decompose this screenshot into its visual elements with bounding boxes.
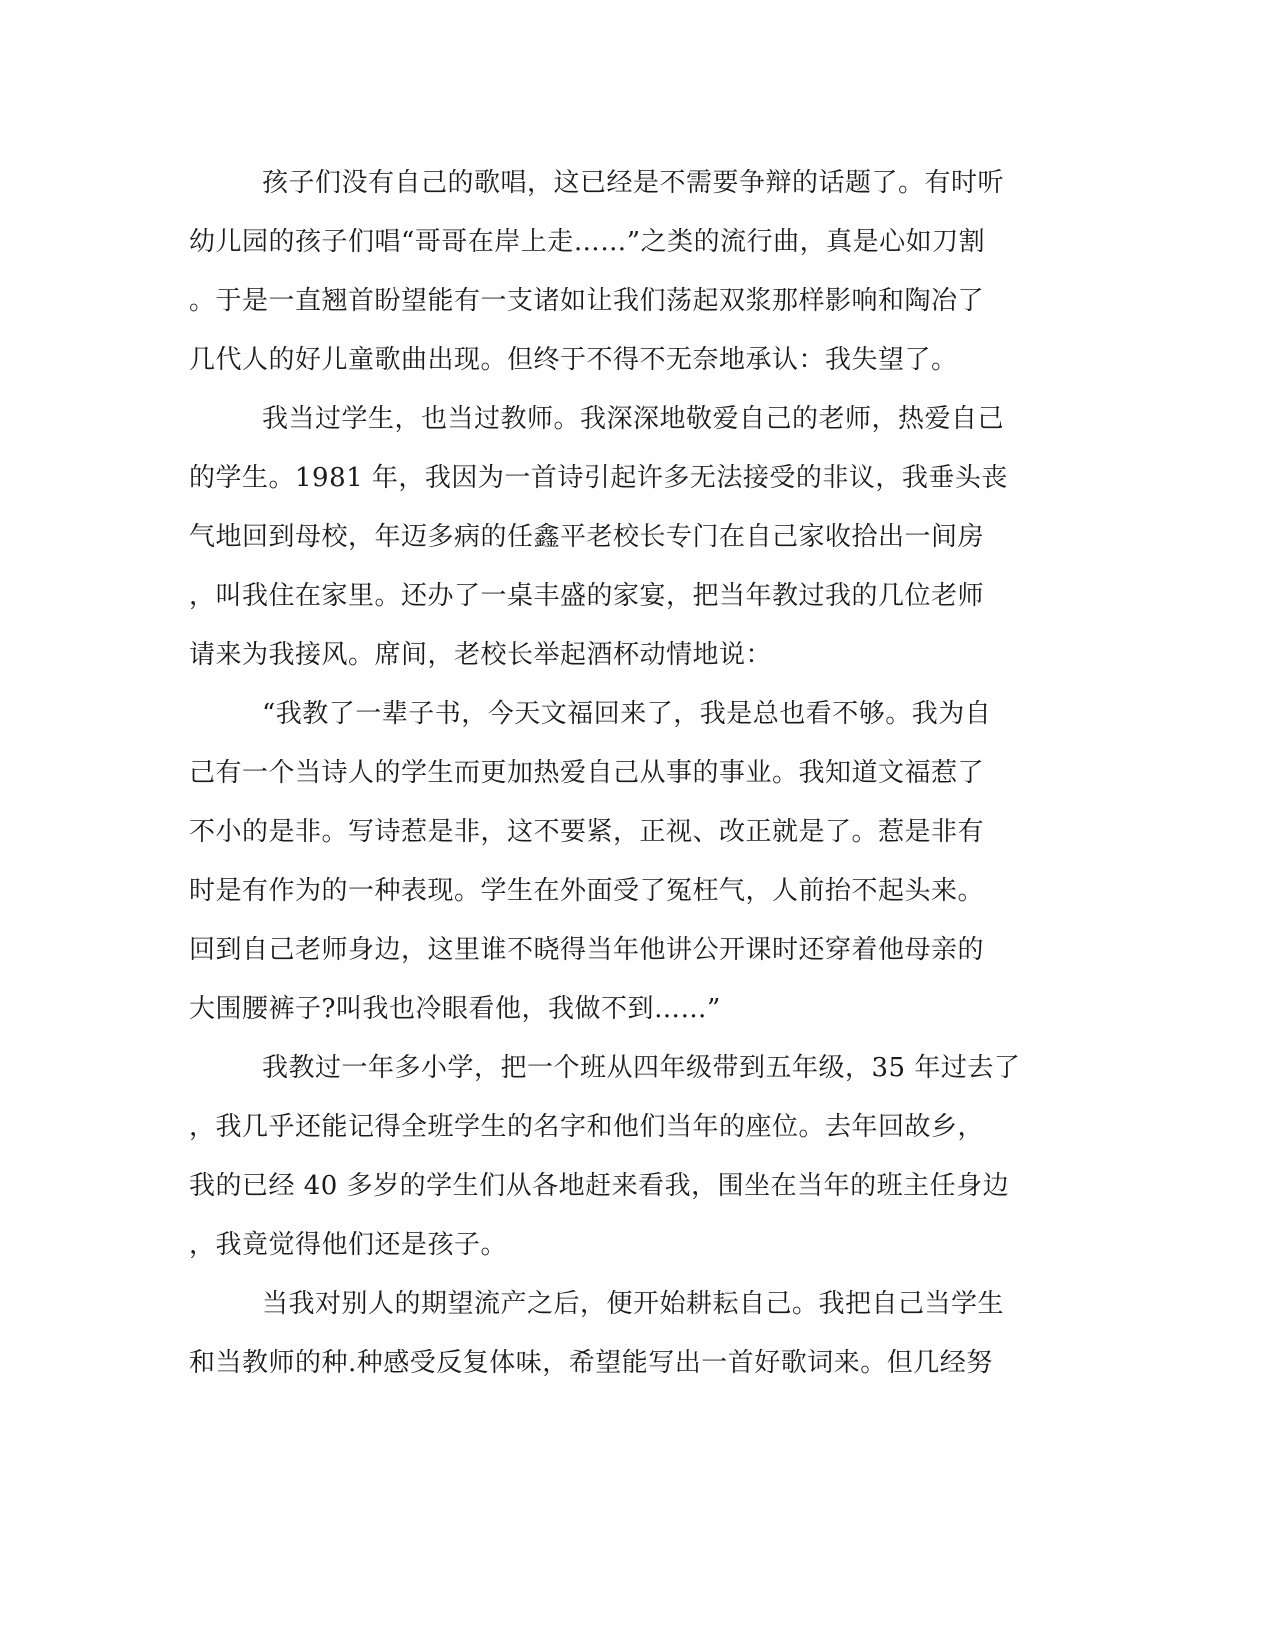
- text-line: 我教过一年多小学，把一个班从四年级带到五年级，35 年过去了: [262, 1053, 1021, 1083]
- text-line: 己有一个当诗人的学生而更加热爱自己从事的事业。我知道文福惹了: [189, 758, 985, 788]
- text-line: 我的已经 40 多岁的学生们从各地赶来看我，围坐在当年的班主任身边: [189, 1171, 1010, 1201]
- text-line: ，我竟觉得他们还是孩子。: [189, 1230, 508, 1260]
- text-line: 几代人的好儿童歌曲出现。但终于不得不无奈地承认：我失望了。: [189, 345, 958, 375]
- text-line: 的学生。1981 年，我因为一首诗引起许多无法接受的非议，我垂头丧: [189, 463, 1008, 493]
- text-line: 幼儿园的孩子们唱“哥哥在岸上走……”之类的流行曲，真是心如刀割: [189, 227, 986, 257]
- text-line: 时是有作为的一种表现。学生在外面受了冤枉气，人前抬不起头来。: [189, 876, 985, 906]
- text-line: 孩子们没有自己的歌唱，这已经是不需要争辩的话题了。有时听: [262, 168, 1005, 198]
- text-line: 气地回到母校，年迈多病的任鑫平老校长专门在自己家收拾出一间房: [189, 522, 985, 552]
- text-line: 不小的是非。写诗惹是非，这不要紧，正视、改正就是了。惹是非有: [189, 817, 985, 847]
- text-line: 回到自己老师身边，这里谁不晓得当年他讲公开课时还穿着他母亲的: [189, 935, 985, 965]
- text-line: ，叫我住在家里。还办了一桌丰盛的家宴，把当年教过我的几位老师: [189, 581, 985, 611]
- text-line: 大围腰裤子?叫我也冷眼看他，我做不到……”: [189, 994, 721, 1024]
- text-line: 当我对别人的期望流产之后，便开始耕耘自己。我把自己当学生: [262, 1289, 1005, 1319]
- text-line: 和当教师的种.种感受反复体味，希望能写出一首好歌词来。但几经努: [189, 1348, 993, 1378]
- text-line: 请来为我接风。席间，老校长举起酒杯动情地说：: [189, 640, 773, 670]
- text-line: 。于是一直翘首盼望能有一支诸如让我们荡起双浆那样影响和陶冶了: [189, 286, 985, 316]
- text-line: “我教了一辈子书，今天文福回来了，我是总也看不够。我为自: [262, 699, 992, 729]
- text-line: ，我几乎还能记得全班学生的名字和他们当年的座位。去年回故乡，: [189, 1112, 985, 1142]
- text-line: 我当过学生，也当过教师。我深深地敬爱自己的老师，热爱自己: [262, 404, 1005, 434]
